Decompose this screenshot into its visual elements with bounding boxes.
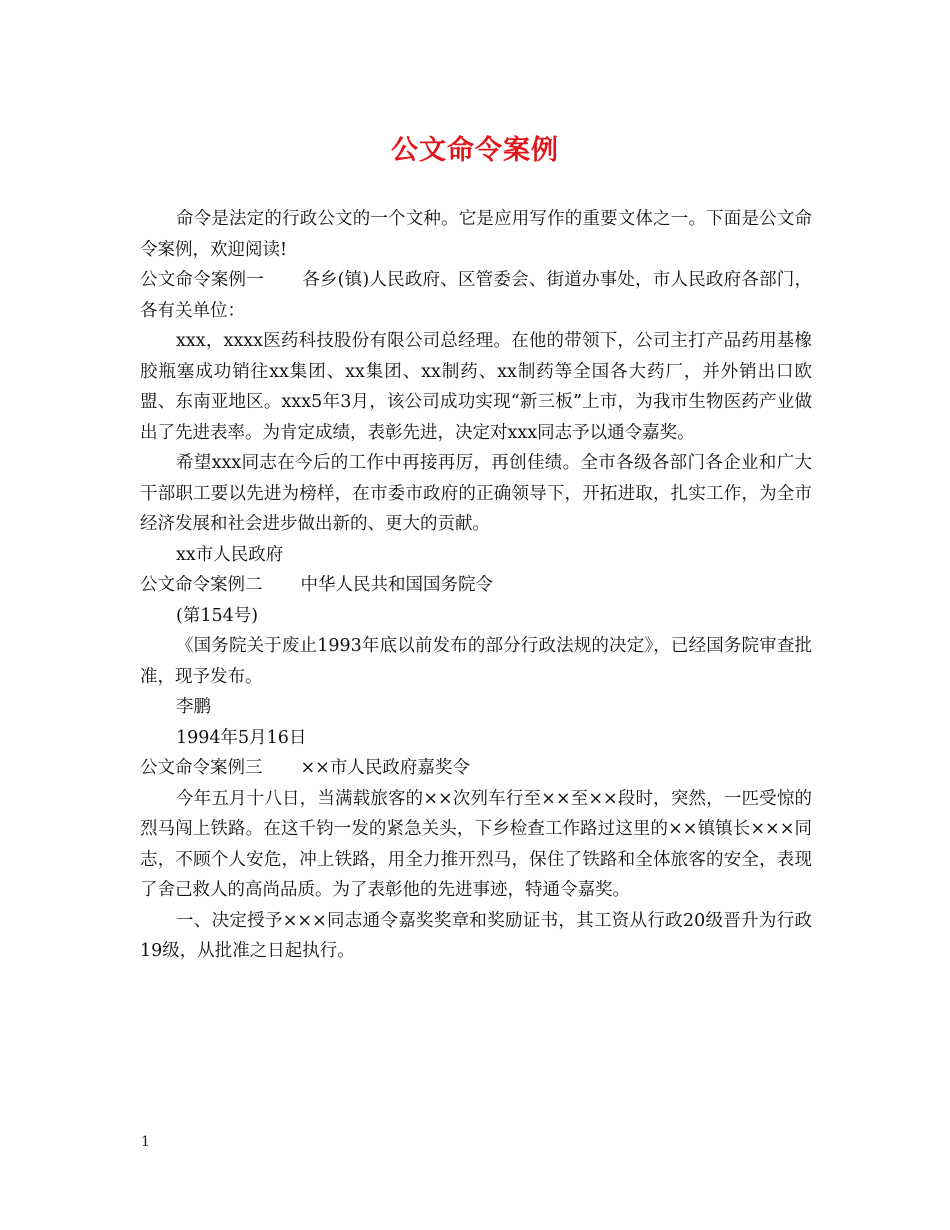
intro-paragraph: 命令是法定的行政公文的一个文种。它是应用写作的重要文体之一。下面是公文命令案例，欢迎阅读! — [140, 209, 812, 260]
page-number: 1 — [141, 1134, 150, 1150]
case2-date: 1994年5月16日 — [176, 727, 307, 748]
case2-order-number: (第154号) — [176, 605, 259, 626]
case1-heading — [140, 265, 812, 326]
page-title: 公文命令案例 — [391, 135, 559, 166]
case1-signature: xx市人民政府 — [176, 544, 284, 565]
case1-label: 公文命令案例一 — [140, 270, 264, 290]
case2-signer: 李鹏 — [176, 697, 211, 717]
case1-paragraph-1: xxx，xxxx医药科技股份有限公司总经理。在他的带领下，公司主打产品药用基橡胶瓶塞成功销往xx集团、xx集团、xx制药、xx制药等全国各大药厂，并外销出口欧盟、东南亚地区。xxx5年3月，该公司成功实现“新三板”上市，为我市生物医药产业做出了先进表率。为肯定成绩，表彰先进，决定对xxx同志予以通令嘉奖。 — [140, 331, 812, 443]
case2-order-title: 中华人民共和国国务院令 — [300, 575, 493, 595]
case3-label: 公文命令案例三 — [140, 758, 263, 778]
case3-paragraph-1: 今年五月十八日，当满载旅客的××次列车行至××至××段时，突然，一匹受惊的烈马闯上铁路。在这千钧一发的紧急关头，下乡检查工作路过这里的××镇镇长×××同志，不顾个人安危，冲上铁路，用全力推开烈马，保住了铁路和全体旅客的安全，表现了舍己救人的高尚品质。为了表彰他的先进事迹，特通令嘉奖。 — [140, 788, 812, 900]
case2-heading — [140, 570, 812, 601]
case3-order-title: ××市人民政府嘉奖令 — [300, 758, 470, 778]
case3-paragraph-2: 一、决定授予×××同志通令嘉奖奖章和奖励证书，其工资从行政20级晋升为行政19级，从批准之日起执行。 — [140, 910, 812, 961]
case1-salutation: 各乡(镇)人民政府、区管委会、街道办事处，市人民政府各部门，各有关单位： — [140, 270, 812, 321]
case1-paragraph-2: 希望xxx同志在今后的工作中再接再厉，再创佳绩。全市各级各部门各企业和广大干部职工要以先进为榜样，在市委市政府的正确领导下，开拓进取，扎实工作，为全市经济发展和社会进步做出新的、更大的贡献。 — [140, 453, 812, 534]
case3-heading — [140, 753, 812, 784]
case2-paragraph-1: 《国务院关于废止1993年底以前发布的部分行政法规的决定》，已经国务院审查批准，现予发布。 — [140, 636, 812, 687]
case2-label: 公文命令案例二 — [140, 575, 263, 595]
document-body — [140, 204, 812, 967]
